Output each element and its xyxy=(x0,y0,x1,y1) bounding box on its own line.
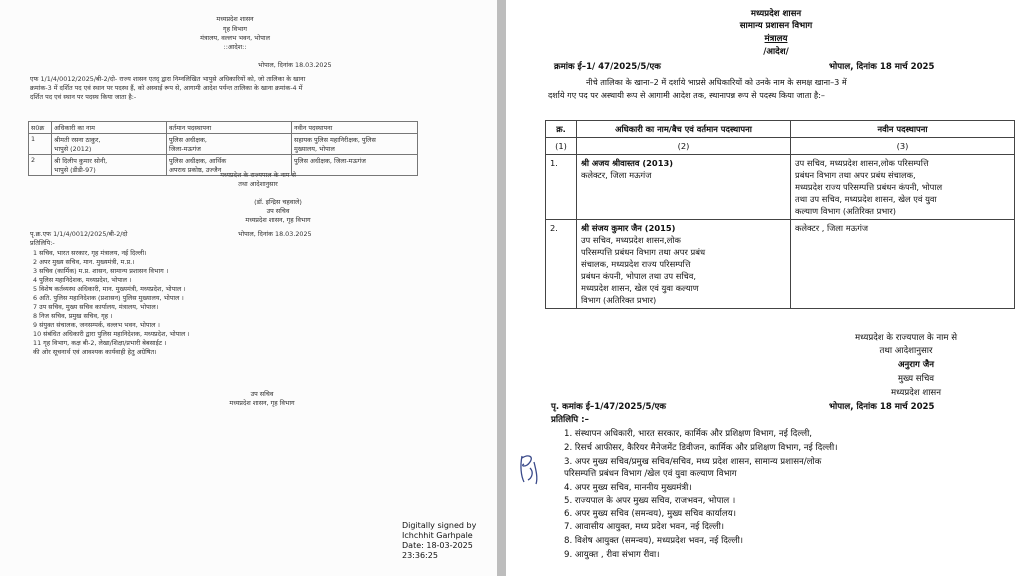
cell-new xyxy=(292,155,418,176)
index-cell: (1) xyxy=(546,138,577,155)
right-order-no: क्रमांक ई–1/ 47/2025/5/एक xyxy=(554,62,661,72)
officer-name: श्री अजय श्रीवास्तव (2013) xyxy=(581,158,674,169)
cell-new xyxy=(791,155,1015,220)
right-header-line-1: मध्यप्रदेश शासन xyxy=(750,9,802,19)
cell-no: 1. xyxy=(546,155,577,220)
left-header-line-4: ::आदेश:: xyxy=(223,43,247,51)
name-line: भापुसे (2012) xyxy=(54,145,92,153)
right-copy-item: 7. आवासीय आयुक्त, मध्य प्रदेश भवन, नई दिल्ली। xyxy=(564,522,725,532)
left-copy-item: 4 पुलिस महानिदेशक, मध्यप्रदेश, भोपाल । xyxy=(33,276,132,284)
col-header: वर्तमान पदस्थापना xyxy=(167,122,292,134)
right-copy-item: 6. अपर मुख्य सचिव (समन्वय), मुख्य सचिव कार्यालय। xyxy=(564,509,736,519)
right-posting-table xyxy=(545,120,1015,309)
new-line: कलेक्टर , जिला मऊगंज xyxy=(795,223,869,234)
right-copy-item: 4. अपर मुख्य सचिव, माननीय मुख्यमंत्री। xyxy=(564,483,692,493)
table-row xyxy=(29,134,418,155)
left-footer-sign-dept: मध्यप्रदेश शासन, गृह विभाग xyxy=(229,399,295,407)
cell-name xyxy=(52,134,167,155)
new-line: मध्यप्रदेश राज्य परिसम्पत्ति प्रबंधन कंपनी, भोपाल xyxy=(795,182,943,193)
digital-signature-block xyxy=(402,521,476,561)
new-line: तथा उप सचिव, मध्यप्रदेश शासन, खेल एवं युवा xyxy=(795,194,937,205)
right-intro-1: नीचे तालिका के खाना–2 में दर्शाये भाप्रसे अधिकारियों को उनके नाम के समक्ष खाना–3 में xyxy=(586,77,847,87)
left-copy-item: 1 सचिव, भारत सरकार, गृह मंत्रालय, नई दिल्ली। xyxy=(33,249,147,257)
current-line: संचालक, मध्यप्रदेश राज्य परिसम्पत्ति xyxy=(581,259,691,270)
index-cell: (2) xyxy=(577,138,791,155)
table-header-row xyxy=(29,122,418,134)
col-header: स0क्र xyxy=(29,122,52,134)
cell-current xyxy=(167,134,292,155)
left-copy-to: प्रतिलिपि:- xyxy=(30,239,55,247)
right-copy-item: 5. राज्यपाल के अपर मुख्य सचिव, राजभवन, भोपाल । xyxy=(564,496,736,506)
cell-no: 1 xyxy=(29,134,52,155)
col-header: नवीन पदस्थापना xyxy=(292,122,418,134)
left-copy-item: 3 सचिव (कार्मिक) म.प्र. शासन, सामान्य प्रशासन विभाग । xyxy=(33,267,169,275)
left-copy-item: 2 अपर मुख्य सचिव, मान. मुख्यमंत्री, म.प्र.। xyxy=(33,258,135,266)
left-copy-item: 6 अति. पुलिस महानिदेशक (प्रशासन) पुलिस मुख्यालय, भोपाल । xyxy=(33,294,184,302)
current-line: कलेक्टर, जिला मऊगंज xyxy=(581,170,652,181)
digital-sign-line: Date: 18-03-2025 xyxy=(402,541,473,550)
right-governor-line-1: मध्यप्रदेश के राज्यपाल के नाम से xyxy=(854,333,958,343)
right-endorse-no: पृ. कमांक ई–1/47/2025/5/एक xyxy=(551,402,666,412)
right-signatory-dept: मध्यप्रदेश शासन xyxy=(890,388,942,398)
handwritten-initial-mark xyxy=(516,448,544,488)
right-copy-item: 3. अपर मुख्य सचिव/प्रमुख सचिव/सचिव, मध्य प्रदेश शासन, सामान्य प्रशासन/लोक xyxy=(564,457,822,467)
left-endorse-date: भोपाल, दिनांक 18.03.2025 xyxy=(238,230,312,238)
left-copy-item: 7 उप सचिव, मुख्य सचिव कार्यालय, मंत्रालय, भोपाल। xyxy=(33,303,159,311)
table-header-row xyxy=(546,121,1015,138)
new-line: पुलिस अधीक्षक, जिला-मऊगंज xyxy=(294,157,366,165)
left-footer-sign-title: उप सचिव xyxy=(250,390,274,398)
left-posting-table xyxy=(28,121,418,179)
left-header-line-2: गृह विभाग xyxy=(223,25,247,33)
cell-name xyxy=(577,220,791,309)
new-line: कल्याण विभाग (अतिरिक्त प्रभार) xyxy=(795,206,896,217)
left-intro-1: एफ 1/1/4/0012/2025/बी-2/दो- राज्य शासन एतद् द्वारा निम्नलिखित भापुसे अधिकारियों को, जो तालिका के खाना xyxy=(30,75,306,83)
right-governor-line-2: तथा आदेशानुसार xyxy=(879,346,933,356)
digital-sign-line: Digitally signed by xyxy=(402,521,477,530)
current-line: मध्यप्रदेश शासन, खेल एवं युवा कल्याण xyxy=(581,283,699,294)
name-line: श्रीमती रसना ठाकुर, xyxy=(54,136,101,144)
current-line: अपराध प्रकोष्ठ, उज्जैन xyxy=(169,166,222,174)
table-index-row xyxy=(546,138,1015,155)
right-header-line-4: /आदेश/ xyxy=(763,47,789,57)
index-cell: (3) xyxy=(791,138,1015,155)
left-header-line-3: मंत्रालय, वल्लभ भवन, भोपाल xyxy=(200,34,270,42)
left-header-line-1: मध्यप्रदेश शासन xyxy=(216,15,254,23)
right-copy-item: 1. संस्थापन अधिकारी, भारत सरकार, कार्मिक और प्रशिक्षण विभाग, नई दिल्ली, xyxy=(564,429,813,439)
left-copy-item: 5 विशेष कर्तव्यस्थ अधिकारी, मान. मुख्यमंत्री, मध्यप्रदेश, भोपाल । xyxy=(33,285,186,293)
name-line: श्री दिलीप कुमार सोनी, xyxy=(54,157,108,165)
new-line: उप सचिव, मध्यप्रदेश शासन,लोक परिसम्पत्ति xyxy=(795,158,929,169)
right-copy-to: प्रतिलिपि :– xyxy=(551,415,589,425)
right-signatory-title: मुख्य सचिव xyxy=(897,374,935,384)
new-line: सहायक पुलिस महानिरीक्षक, पुलिस xyxy=(294,136,376,144)
cell-new xyxy=(292,134,418,155)
current-line: जिला-मऊगंज xyxy=(169,145,201,153)
left-signatory-name: (डॉ. इन्द्रिस चहवाले) xyxy=(254,198,302,206)
new-line: प्रबंधन विभाग तथा अपर प्रबंध संचालक, xyxy=(795,170,916,181)
right-copy-item: परिसम्पत्ति प्रबंधन विभाग /खेल एवं युवा कल्याण विभाग xyxy=(564,469,737,479)
left-copy-item: 11 गृह विभाग, कक्ष बी-2, लेखा/शिक्षा/प्रभारी बेबसाईट । xyxy=(33,339,167,347)
current-line: परिसम्पत्ति प्रबंधन विभाग तथा अपर प्रबंध xyxy=(581,247,706,258)
cell-name xyxy=(52,155,167,176)
right-endorse-date: भोपाल, दिनांक 18 मार्च 2025 xyxy=(829,402,935,412)
col-header: नवीन पदस्थापना xyxy=(791,121,1015,138)
right-date-line: भोपाल, दिनांक 18 मार्च 2025 xyxy=(829,62,935,72)
col-header: अधिकारी का नाम xyxy=(52,122,167,134)
right-header-line-2: सामान्य प्रशासन विभाग xyxy=(739,21,813,31)
left-signatory-title: उप सचिव xyxy=(266,207,290,215)
right-copy-item: 9. आयुक्त , रीवा संभाग रीवा। xyxy=(564,550,660,560)
current-line: पुलिस अधीक्षक, xyxy=(169,136,207,144)
right-order-document xyxy=(506,0,1024,576)
cell-new xyxy=(791,220,1015,309)
left-intro-2: क्रमांक-3 में दर्शित पद एवं स्थान पर पदस्थ हैं, को अस्थाई रूप से, आगामी आदेश पर्यन्त तालिका के खाना क्रमांक-4 में xyxy=(30,84,303,92)
right-copy-item: 2. रिसर्च आफीसर, कैरियर मैनेजमेंट डिवीजन, कार्मिक और प्रशिक्षण विभाग, नई दिल्ली। xyxy=(564,443,838,453)
cell-no: 2 xyxy=(29,155,52,176)
right-signatory-name: अनुराग जैन xyxy=(897,360,935,370)
current-line: उप सचिव, मध्यप्रदेश शासन,लोक xyxy=(581,235,681,246)
right-header-line-3: मंत्रालय xyxy=(764,34,788,44)
col-header: क्र. xyxy=(546,121,577,138)
left-intro-3: दर्शित पद एवं स्थान पर पदस्थ किया जाता है:- xyxy=(30,93,137,101)
left-copy-item: 10 संबंधित अधिकारी द्वारा पुलिस महानिदेशक, मध्यप्रदेश, भोपाल । xyxy=(33,330,190,338)
left-governor-line-2: तथा आदेशानुसार xyxy=(238,180,278,188)
cell-name xyxy=(577,155,791,220)
right-intro-2: दर्शाये गए पद पर अस्थायी रूप से आगामी आदेश तक, स्थानापन्न रूप से पदस्थ किया जाता है:– xyxy=(548,90,825,100)
left-copy-item: की ओर सूचनार्थ एवं आवश्यक कार्यवाही हेतु अग्रेषित। xyxy=(33,348,157,356)
cell-no: 2. xyxy=(546,220,577,309)
digital-sign-line: Ichchhit Garhpale xyxy=(402,531,473,540)
left-date-line: भोपाल, दिनांक 18.03.2025 xyxy=(258,61,332,69)
left-copy-item: 8 निज सचिव, प्रमुख सचिव, गृह । xyxy=(33,312,113,320)
left-signatory-dept: मध्यप्रदेश शासन, गृह विभाग xyxy=(245,216,311,224)
left-copy-item: 9 संयुक्त संचालक, जनसम्पर्क, वल्लभ भवन, भोपाल । xyxy=(33,321,160,329)
col-header: अधिकारी का नाम/बैच एवं वर्तमान पदस्थापना xyxy=(577,121,791,138)
current-line: विभाग (अतिरिक्त प्रभार) xyxy=(581,295,657,306)
name-line: भापुसे (डीडी-97) xyxy=(54,166,96,174)
table-row xyxy=(546,155,1015,220)
page-divider xyxy=(497,0,506,576)
new-line: मुख्यालय, भोपाल xyxy=(294,145,335,153)
current-line: प्रबंधन कंपनी, भोपाल तथा उप सचिव, xyxy=(581,271,697,282)
digital-sign-line: 23:36:25 xyxy=(402,551,438,560)
left-order-document xyxy=(0,0,497,576)
current-line: पुलिस अधीक्षक, आर्थिक xyxy=(169,157,227,165)
left-endorse-no: पृ.क्र.एफ 1/1/4/0012/2025/बी-2/दो xyxy=(30,230,128,238)
table-row xyxy=(546,220,1015,309)
right-copy-item: 8. विशेष आयुक्त (समन्वय), मध्यप्रदेश भवन, नई दिल्ली। xyxy=(564,536,744,546)
officer-name: श्री संजय कुमार जैन (2015) xyxy=(581,223,676,234)
left-governor-line-1: मध्यप्रदेश के राज्यपाल के नाम से xyxy=(220,171,296,179)
